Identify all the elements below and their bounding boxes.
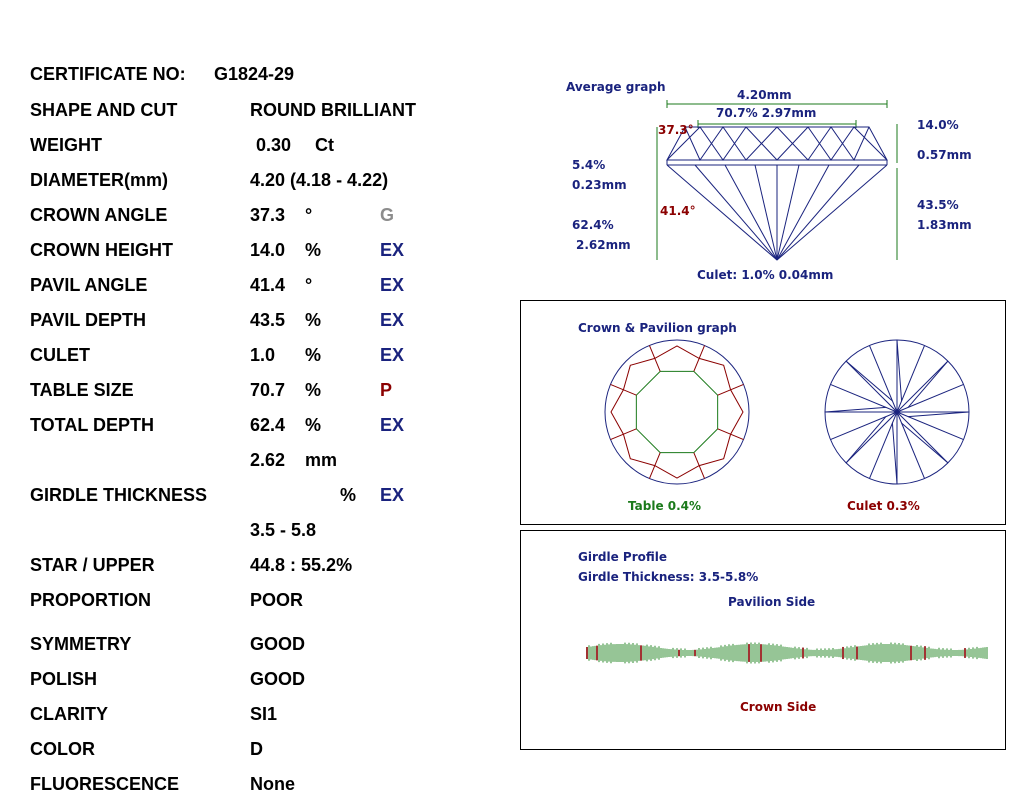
pavilion-facet-line xyxy=(846,412,897,463)
average-graph xyxy=(550,72,990,287)
girdle-value: 3.5 - 5.8 xyxy=(250,520,317,540)
pavil-depth-value: 43.5 xyxy=(250,310,286,330)
crown-facet-line xyxy=(718,429,744,440)
crown-angle-label: CROWN ANGLE xyxy=(30,205,168,225)
culet-label: CULET xyxy=(30,345,90,365)
pavilion-side-label: Pavilion Side xyxy=(728,595,816,609)
diameter-label: DIAMETER(mm) xyxy=(30,170,168,190)
pavil-depth-grade: EX xyxy=(380,310,405,330)
culet-unit: % xyxy=(305,345,322,365)
pavilion-main-line xyxy=(897,340,902,401)
table-size-value: 70.7 xyxy=(250,380,286,400)
total-depth-unit: % xyxy=(305,415,322,435)
color-label: COLOR xyxy=(30,739,95,759)
total-depth-mm-unit: mm xyxy=(305,450,338,470)
pavilion-main-line xyxy=(908,412,969,417)
culet-value: 1.0 xyxy=(250,345,276,365)
total-depth-label: TOTAL DEPTH xyxy=(30,415,155,435)
pavil-angle-value: 41.4 xyxy=(250,275,286,295)
pavil-depth-label: PAVIL DEPTH xyxy=(30,310,147,330)
crown-mm-label: 0.57mm xyxy=(917,148,972,162)
pavilion-mm-label: 1.83mm xyxy=(917,218,972,232)
diamond-outline xyxy=(667,127,887,260)
crown-height-label: CROWN HEIGHT xyxy=(30,240,173,260)
girdle-unit: % xyxy=(340,485,357,505)
clarity-label: CLARITY xyxy=(30,704,108,724)
crown-angle-grade: G xyxy=(380,205,395,225)
fluorescence-value: None xyxy=(250,774,295,794)
shape-value: ROUND BRILLIANT xyxy=(250,100,416,120)
fluorescence-label: FLUORESCENCE xyxy=(30,774,180,794)
pavil-angle-label: PAVIL ANGLE xyxy=(30,275,148,295)
crown-facet-line xyxy=(610,384,636,395)
pavil-depth-unit: % xyxy=(305,310,322,330)
girdle-grade: EX xyxy=(380,485,405,505)
crown-facet-line xyxy=(610,429,636,440)
pavilion-main-line xyxy=(908,361,948,407)
table-percent-label: Table 0.4% xyxy=(628,499,702,513)
crown-pavilion-title: Crown & Pavilion graph xyxy=(578,321,737,335)
crown-height-unit: % xyxy=(305,240,322,260)
table-size-label: TABLE SIZE xyxy=(30,380,134,400)
pavilion-facet-line xyxy=(897,412,948,463)
polish-label: POLISH xyxy=(30,669,98,689)
total-depth-value: 62.4 xyxy=(250,415,286,435)
polish-value: GOOD xyxy=(250,669,306,689)
star-upper-value: 44.8 : 55.2% xyxy=(250,555,353,575)
crown-facet-line xyxy=(649,453,660,479)
pavilion-pct-label: 43.5% xyxy=(917,198,959,212)
pavil-angle-grade: EX xyxy=(380,275,405,295)
table-size-grade: P xyxy=(380,380,393,400)
crown-pct-label: 14.0% xyxy=(917,118,959,132)
color-value: D xyxy=(250,739,263,759)
girdle-label: GIRDLE THICKNESS xyxy=(30,485,208,505)
culet-dimension-label: Culet: 1.0% 0.04mm xyxy=(697,268,834,282)
crown-angle-unit: ° xyxy=(305,205,313,225)
culet-percent-label: Culet 0.3% xyxy=(847,499,920,513)
star-upper-label: STAR / UPPER xyxy=(30,555,155,575)
crown-height-grade: EX xyxy=(380,240,405,260)
girdle-pct-label: 5.4% xyxy=(572,158,606,172)
table-size-unit: % xyxy=(305,380,322,400)
certificate-number: G1824-29 xyxy=(214,64,295,84)
proportion-value: POOR xyxy=(250,590,304,610)
girdle-profile-title: Girdle Profile xyxy=(578,550,668,564)
crown-pavilion-panel xyxy=(520,300,1006,525)
pavilion-facet-line xyxy=(897,361,948,412)
crown-angle-value: 37.3 xyxy=(250,205,286,225)
proportion-label: PROPORTION xyxy=(30,590,152,610)
girdle-profile-graph xyxy=(521,531,1005,749)
total-mm-label: 2.62mm xyxy=(576,238,631,252)
shape-label: SHAPE AND CUT xyxy=(30,100,178,120)
symmetry-label: SYMMETRY xyxy=(30,634,132,654)
clarity-value: SI1 xyxy=(250,704,278,724)
pavilion-main-line xyxy=(846,361,892,401)
crown-view xyxy=(605,340,749,484)
crown-angle-marker: 37.3° xyxy=(658,123,694,137)
table-dimension-label: 70.7% 2.97mm xyxy=(716,106,817,120)
weight-label: WEIGHT xyxy=(30,135,102,155)
diameter-value: 4.20 (4.18 - 4.22) xyxy=(250,170,389,190)
total-pct-label: 62.4% xyxy=(572,218,614,232)
crown-facet-line xyxy=(718,384,744,395)
crown-pavilion-diagram xyxy=(521,301,1005,524)
certificate-label: CERTIFICATE NO: xyxy=(30,64,186,84)
pavilion-main-line xyxy=(892,423,897,484)
girdle-profile-panel xyxy=(520,530,1006,750)
crown-facet-line xyxy=(694,345,705,371)
weight-value: 0.30 xyxy=(256,135,292,155)
weight-unit: Ct xyxy=(315,135,334,155)
pavil-angle-unit: ° xyxy=(305,275,313,295)
crown-facet-line xyxy=(649,345,660,371)
pavilion-main-line xyxy=(846,417,886,463)
culet-grade: EX xyxy=(380,345,405,365)
total-depth-mm-value: 2.62 xyxy=(250,450,286,470)
crown-height-value: 14.0 xyxy=(250,240,286,260)
crown-facet-line xyxy=(694,453,705,479)
pavilion-angle-marker: 41.4° xyxy=(660,204,696,218)
diameter-mm-label: 4.20mm xyxy=(737,88,792,102)
pavilion-view xyxy=(825,340,969,484)
pavilion-facet-line xyxy=(846,361,897,412)
total-depth-grade: EX xyxy=(380,415,405,435)
crown-side-label: Crown Side xyxy=(740,700,817,714)
pavilion-main-line xyxy=(902,423,948,463)
pavilion-main-line xyxy=(825,407,886,412)
girdle-mm-label: 0.23mm xyxy=(572,178,627,192)
average-graph-title: Average graph xyxy=(566,80,666,94)
symmetry-value: GOOD xyxy=(250,634,306,654)
girdle-thickness-label: Girdle Thickness: 3.5-5.8% xyxy=(578,570,759,584)
